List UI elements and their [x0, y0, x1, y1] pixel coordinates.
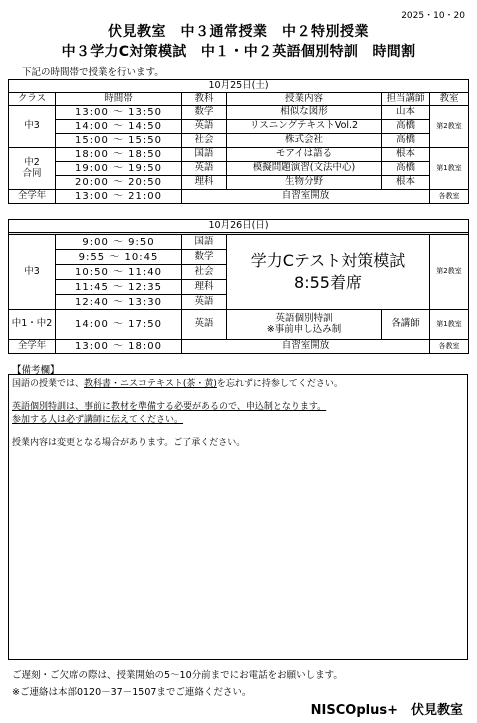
time-cell: 14:00 ～ 17:50 [56, 310, 182, 340]
remarks-text: 国語の授業では、 [12, 379, 85, 389]
subject-cell: 社会 [182, 134, 227, 148]
header-teacher: 担当講師 [382, 93, 430, 106]
teacher-cell: 高橋 [382, 162, 430, 176]
time-cell: 12:40 ～ 13:30 [56, 295, 182, 310]
issue-date: 2025・10・20 [401, 11, 465, 21]
remarks-underlined: 教科書・ニスコテキスト(茶・黄) [84, 379, 217, 389]
intro-text: 下記の時間帯で授業を行います。 [22, 67, 164, 78]
subject-cell: 理科 [182, 280, 227, 295]
header-class: クラス [9, 93, 56, 106]
remarks-line: 参加する人は必ず講師に伝えてください。 [12, 415, 184, 426]
content-cell: 相似な図形 [227, 106, 382, 120]
subject-cell: 数学 [182, 250, 227, 265]
content-cell: 株式会社 [227, 134, 382, 148]
header-time: 時間帯 [56, 93, 182, 106]
time-cell: 13:00 ～ 21:00 [56, 190, 182, 204]
content-cell: 自習室開放 [182, 190, 430, 204]
header-content: 授業内容 [227, 93, 382, 106]
subject-cell: 国語 [182, 148, 227, 162]
remarks-line: 授業内容は変更となる場合があります。ご了承ください。 [12, 438, 246, 449]
subject-cell: 国語 [182, 235, 227, 250]
subject-cell: 英語 [182, 120, 227, 134]
content-note: ※事前申し込み制 [266, 323, 342, 335]
subject-cell: 社会 [182, 265, 227, 280]
class-cell: 中3 [9, 235, 56, 310]
content-line: 英語個別特訓 [275, 313, 333, 325]
remarks-label: 【備考欄】 [12, 365, 60, 376]
time-cell: 9:55 ～ 10:45 [56, 250, 182, 265]
class-cell: 全学年 [9, 190, 56, 204]
content-cell: リスニングテキストVol.2 [227, 120, 382, 134]
header-room: 教室 [430, 93, 469, 106]
room-cell: 第2教室 [430, 235, 469, 310]
time-cell: 11:45 ～ 12:35 [56, 280, 182, 295]
teacher-cell: 山本 [382, 106, 430, 120]
schedule-table-day2 [8, 219, 469, 354]
remarks-line: 英語個別特訓は、事前に教材を準備する必要があるので、申込制となります。 [12, 402, 327, 413]
class-cell: 中2 合同 [9, 148, 56, 190]
remarks-line [12, 378, 464, 391]
room-cell: 第2教室 [430, 106, 469, 148]
time-cell: 18:00 ～ 18:50 [56, 148, 182, 162]
mock-exam-title: 学力Cテスト対策模試 [250, 251, 406, 271]
subject-cell: 英語 [182, 162, 227, 176]
brand-name: NISCOplus+ 伏見教室 [310, 703, 463, 718]
teacher-cell: 各講師 [382, 310, 430, 340]
content-cell: モアイは語る [227, 148, 382, 162]
header-subject: 教科 [182, 93, 227, 106]
time-cell: 9:00 ～ 9:50 [56, 235, 182, 250]
room-cell: 第1教室 [430, 310, 469, 340]
content-cell: 自習室開放 [182, 340, 430, 354]
mock-exam-seat-time: 8:55着席 [294, 273, 362, 292]
page-title: 伏見教室 中３通常授業 中２特別授業 [108, 24, 369, 40]
time-cell: 13:00 ～ 13:50 [56, 106, 182, 120]
class-cell: 中3 [9, 106, 56, 148]
subject-cell: 英語 [182, 310, 227, 340]
class-cell: 全学年 [9, 340, 56, 354]
subject-cell: 理科 [182, 176, 227, 190]
day1-date-header: 10月25日(土) [9, 80, 469, 93]
room-cell: 各教室 [430, 340, 469, 354]
time-cell: 10:50 ～ 11:40 [56, 265, 182, 280]
time-cell: 19:00 ～ 19:50 [56, 162, 182, 176]
teacher-cell: 高橋 [382, 120, 430, 134]
teacher-cell: 根本 [382, 176, 430, 190]
subject-cell: 英語 [182, 295, 227, 310]
teacher-cell: 根本 [382, 148, 430, 162]
remarks-text: を忘れずに持参してください。 [216, 379, 343, 389]
content-cell [227, 310, 382, 340]
content-cell: 模擬問題演習(文法中心) [227, 162, 382, 176]
footer-contact: ※ご連絡は本部0120－37－1507までご連絡ください。 [12, 687, 252, 698]
time-cell: 15:00 ～ 15:50 [56, 134, 182, 148]
time-cell: 20:00 ～ 20:50 [56, 176, 182, 190]
footer-notice: ご遅刻・ご欠席の際は、授業開始の5～10分前までにお電話をお願いします。 [12, 670, 343, 681]
subject-cell: 数学 [182, 106, 227, 120]
time-cell: 13:00 ～ 18:00 [56, 340, 182, 354]
mock-exam-cell [227, 235, 430, 310]
content-cell: 生物分野 [227, 176, 382, 190]
remarks-box [8, 374, 468, 660]
teacher-cell: 高橋 [382, 134, 430, 148]
page-subtitle: 中３学力C対策模試 中１・中２英語個別特訓 時間割 [61, 44, 416, 60]
room-cell: 第1教室 [430, 148, 469, 190]
time-cell: 14:00 ～ 14:50 [56, 120, 182, 134]
schedule-table-day1 [8, 79, 469, 204]
room-cell: 各教室 [430, 190, 469, 204]
day2-date-header: 10月26日(日) [9, 220, 469, 233]
class-cell: 中1・中2 [9, 310, 56, 340]
